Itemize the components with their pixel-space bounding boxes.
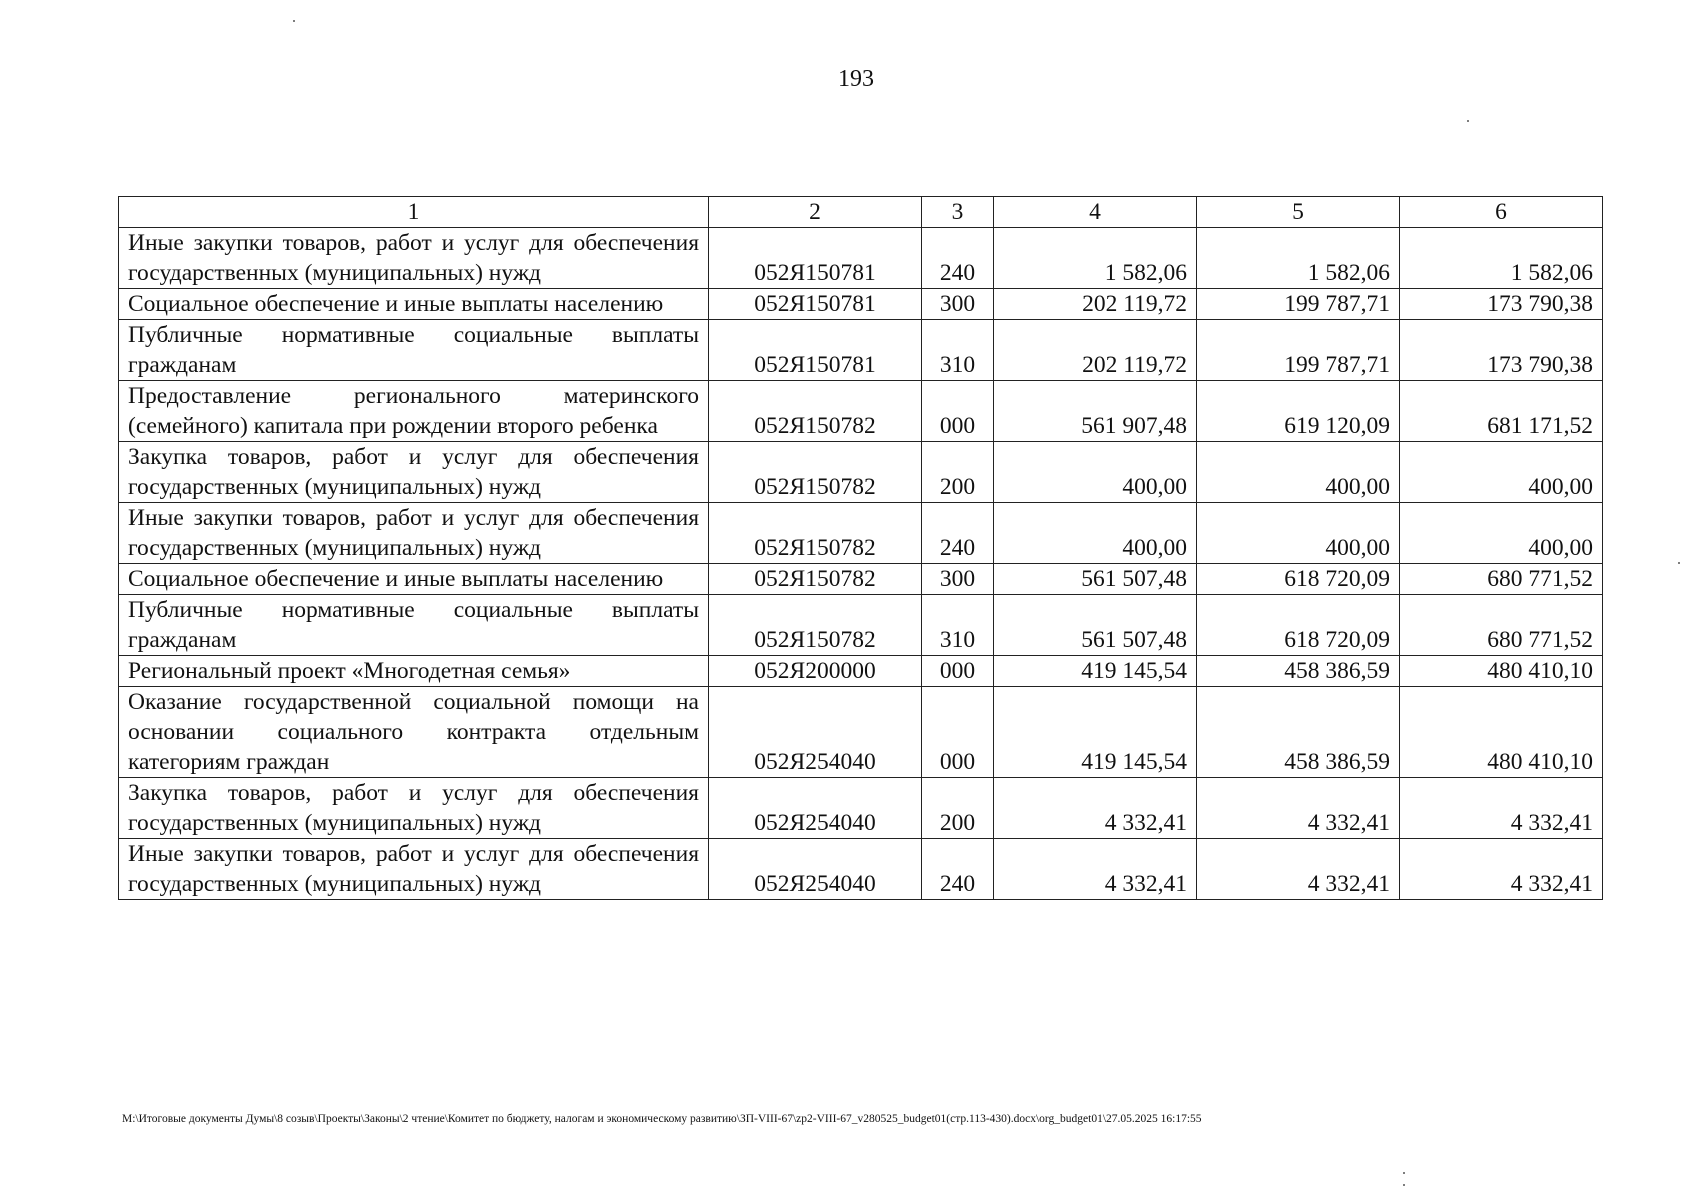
amount-col5-cell: 458 386,59 — [1197, 656, 1400, 687]
table-row — [119, 687, 1603, 778]
expense-type-cell: 240 — [922, 839, 994, 900]
amount-col4-cell: 419 145,54 — [994, 656, 1197, 687]
table-row — [119, 442, 1603, 503]
table-row — [119, 778, 1603, 839]
column-header-5: 5 — [1197, 197, 1400, 228]
amount-col4-cell: 400,00 — [994, 442, 1197, 503]
amount-col6-cell: 4 332,41 — [1400, 839, 1603, 900]
amount-col5-cell: 199 787,71 — [1197, 289, 1400, 320]
target-code-cell: 052Я150781 — [709, 228, 922, 289]
amount-col6-cell: 680 771,52 — [1400, 595, 1603, 656]
amount-col6-cell: 1 582,06 — [1400, 228, 1603, 289]
table-body — [119, 228, 1603, 900]
expense-type-cell: 000 — [922, 656, 994, 687]
amount-col6-cell: 400,00 — [1400, 503, 1603, 564]
table-row — [119, 595, 1603, 656]
target-code-cell: 052Я150781 — [709, 320, 922, 381]
amount-col6-cell: 173 790,38 — [1400, 320, 1603, 381]
amount-col5-cell: 400,00 — [1197, 503, 1400, 564]
amount-col4-cell: 4 332,41 — [994, 839, 1197, 900]
amount-col5-cell: 618 720,09 — [1197, 595, 1400, 656]
target-code-cell: 052Я200000 — [709, 656, 922, 687]
table-row — [119, 656, 1603, 687]
target-code-cell: 052Я150782 — [709, 381, 922, 442]
scan-speck — [1403, 1172, 1405, 1174]
table-row — [119, 289, 1603, 320]
target-code-cell: 052Я150782 — [709, 442, 922, 503]
amount-col5-cell: 458 386,59 — [1197, 687, 1400, 778]
expense-type-cell: 310 — [922, 595, 994, 656]
amount-col4-cell: 561 507,48 — [994, 595, 1197, 656]
expense-name-cell: Предоставление регионального материнского (семейного) капитала при рождении второго ребенка — [119, 381, 709, 442]
amount-col4-cell: 202 119,72 — [994, 320, 1197, 381]
amount-col6-cell: 173 790,38 — [1400, 289, 1603, 320]
amount-col6-cell: 681 171,52 — [1400, 381, 1603, 442]
target-code-cell: 052Я254040 — [709, 687, 922, 778]
expense-name-cell: Иные закупки товаров, работ и услуг для обеспечения государственных (муниципальных) нужд — [119, 839, 709, 900]
table-row — [119, 320, 1603, 381]
scan-speck — [1467, 120, 1469, 122]
amount-col4-cell: 561 907,48 — [994, 381, 1197, 442]
expense-name-cell: Социальное обеспечение и иные выплаты населению — [119, 564, 709, 595]
column-header-2: 2 — [709, 197, 922, 228]
expense-name-cell: Региональный проект «Многодетная семья» — [119, 656, 709, 687]
target-code-cell: 052Я254040 — [709, 839, 922, 900]
amount-col5-cell: 619 120,09 — [1197, 381, 1400, 442]
expense-type-cell: 000 — [922, 381, 994, 442]
expense-type-cell: 300 — [922, 289, 994, 320]
expense-type-cell: 000 — [922, 687, 994, 778]
expense-type-cell: 200 — [922, 442, 994, 503]
amount-col5-cell: 400,00 — [1197, 442, 1400, 503]
amount-col5-cell: 618 720,09 — [1197, 564, 1400, 595]
amount-col5-cell: 4 332,41 — [1197, 839, 1400, 900]
target-code-cell: 052Я254040 — [709, 778, 922, 839]
column-header-1: 1 — [119, 197, 709, 228]
amount-col4-cell: 4 332,41 — [994, 778, 1197, 839]
amount-col5-cell: 1 582,06 — [1197, 228, 1400, 289]
scan-speck — [293, 20, 295, 22]
table-header-row — [119, 197, 1603, 228]
table-row — [119, 564, 1603, 595]
expense-name-cell: Закупка товаров, работ и услуг для обеспечения государственных (муниципальных) нужд — [119, 442, 709, 503]
amount-col4-cell: 202 119,72 — [994, 289, 1197, 320]
amount-col6-cell: 480 410,10 — [1400, 687, 1603, 778]
table-row — [119, 228, 1603, 289]
expense-type-cell: 300 — [922, 564, 994, 595]
footer-file-path: M:\Итоговые документы Думы\8 созыв\Проекты\Законы\2 чтение\Комитет по бюджету, налогам и экономическому развитию\ЗП-VIII-67\zp2-VIII-67_v280525_budget01(стр.113-430).docx\org_budget01\27.05.2025 16:17:55 — [122, 1113, 1202, 1125]
expense-name-cell: Иные закупки товаров, работ и услуг для обеспечения государственных (муниципальных) нужд — [119, 228, 709, 289]
expense-name-cell: Публичные нормативные социальные выплаты гражданам — [119, 320, 709, 381]
expense-type-cell: 240 — [922, 503, 994, 564]
target-code-cell: 052Я150782 — [709, 564, 922, 595]
expense-name-cell: Иные закупки товаров, работ и услуг для обеспечения государственных (муниципальных) нужд — [119, 503, 709, 564]
amount-col5-cell: 199 787,71 — [1197, 320, 1400, 381]
amount-col6-cell: 4 332,41 — [1400, 778, 1603, 839]
amount-col6-cell: 480 410,10 — [1400, 656, 1603, 687]
amount-col6-cell: 400,00 — [1400, 442, 1603, 503]
scan-speck — [1678, 562, 1680, 564]
expense-name-cell: Закупка товаров, работ и услуг для обеспечения государственных (муниципальных) нужд — [119, 778, 709, 839]
budget-table — [118, 196, 1603, 900]
amount-col4-cell: 1 582,06 — [994, 228, 1197, 289]
page-number: 193 — [838, 66, 874, 92]
amount-col6-cell: 680 771,52 — [1400, 564, 1603, 595]
column-header-3: 3 — [922, 197, 994, 228]
expense-type-cell: 240 — [922, 228, 994, 289]
amount-col4-cell: 400,00 — [994, 503, 1197, 564]
expense-type-cell: 310 — [922, 320, 994, 381]
column-header-4: 4 — [994, 197, 1197, 228]
expense-name-cell: Публичные нормативные социальные выплаты гражданам — [119, 595, 709, 656]
expense-name-cell: Социальное обеспечение и иные выплаты населению — [119, 289, 709, 320]
amount-col4-cell: 419 145,54 — [994, 687, 1197, 778]
scan-speck — [1403, 1184, 1405, 1186]
table-row — [119, 839, 1603, 900]
amount-col4-cell: 561 507,48 — [994, 564, 1197, 595]
expense-name-cell: Оказание государственной социальной помощи на основании социального контракта отдельным категориям граждан — [119, 687, 709, 778]
column-header-6: 6 — [1400, 197, 1603, 228]
table-row — [119, 381, 1603, 442]
target-code-cell: 052Я150782 — [709, 503, 922, 564]
target-code-cell: 052Я150781 — [709, 289, 922, 320]
table-row — [119, 503, 1603, 564]
expense-type-cell: 200 — [922, 778, 994, 839]
amount-col5-cell: 4 332,41 — [1197, 778, 1400, 839]
target-code-cell: 052Я150782 — [709, 595, 922, 656]
